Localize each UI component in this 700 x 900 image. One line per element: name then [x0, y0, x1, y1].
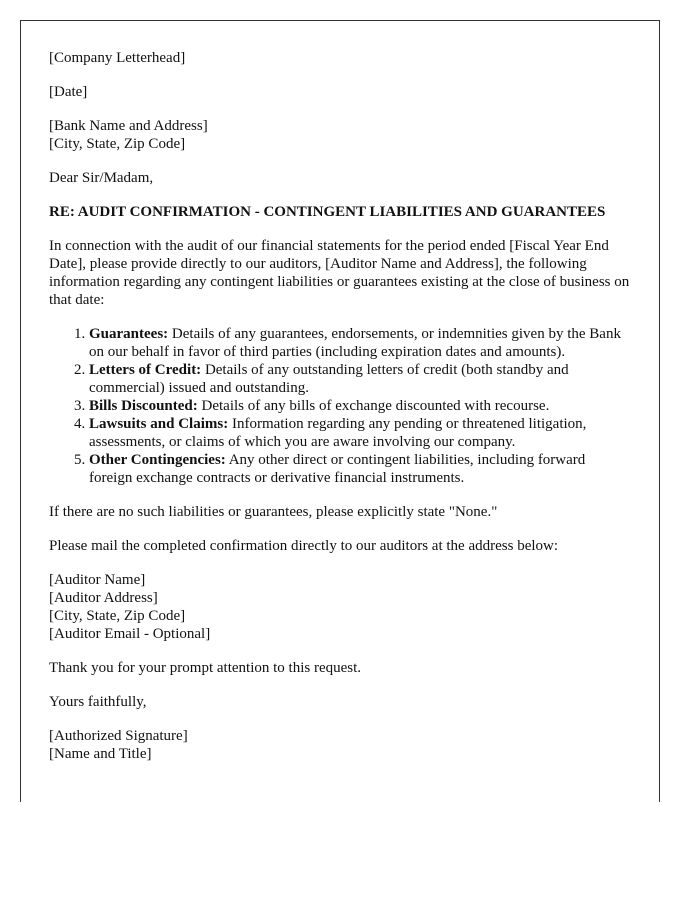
- list-item: [89, 451, 631, 487]
- item-text: Details of any outstanding letters of credit (both standby and commercial) issued and outstanding.: [89, 362, 569, 396]
- auditor-email: [Auditor Email - Optional]: [49, 626, 211, 642]
- date: [Date]: [49, 84, 88, 100]
- list-item: [89, 397, 631, 415]
- signature: [Authorized Signature]: [49, 728, 188, 744]
- subject-line: RE: AUDIT CONFIRMATION - CONTINGENT LIABILITIES AND GUARANTEES: [49, 204, 606, 220]
- auditor-city: [City, State, Zip Code]: [49, 608, 186, 624]
- auditor-addr: [Auditor Address]: [49, 590, 158, 606]
- mail-note: Please mail the completed confirmation directly to our auditors at the address below:: [49, 538, 559, 554]
- list-item: [89, 415, 631, 451]
- item-term: Letters of Credit:: [89, 362, 202, 378]
- letterhead: [Company Letterhead]: [49, 50, 186, 66]
- bank-address: [49, 117, 631, 153]
- item-term: Other Contingencies:: [89, 452, 226, 468]
- letter-page: [20, 20, 660, 802]
- auditor-address: [49, 571, 631, 643]
- none-note: If there are no such liabilities or guarantees, please explicitly state "None.": [49, 504, 498, 520]
- salutation: Dear Sir/Madam,: [49, 170, 154, 186]
- signature-block: [49, 727, 631, 763]
- item-text: Information regarding any pending or threatened litigation, assessments, or claims of which you are aware involving our company.: [89, 416, 587, 450]
- item-term: Bills Discounted:: [89, 398, 198, 414]
- item-term: Guarantees:: [89, 326, 169, 342]
- bank-city: [City, State, Zip Code]: [49, 136, 186, 152]
- thanks: Thank you for your prompt attention to this request.: [49, 660, 362, 676]
- item-text: Details of any bills of exchange discounted with recourse.: [197, 398, 550, 414]
- item-text: Details of any guarantees, endorsements, or indemnities given by the Bank on our behalf in favor of third parties (including expiration dates and amounts).: [89, 326, 621, 360]
- list-item: [89, 361, 631, 397]
- closing: Yours faithfully,: [49, 694, 147, 710]
- list-item: [89, 325, 631, 361]
- item-term: Lawsuits and Claims:: [89, 416, 229, 432]
- intro-paragraph: In connection with the audit of our financial statements for the period ended [Fiscal Year End Date], please provide directly to our auditors, [Auditor Name and Address], the following information regarding any contingent liabilities or guarantees existing at the close of business on that date:: [49, 238, 630, 308]
- item-text: Any other direct or contingent liabilities, including forward foreign exchange contracts or derivative financial instruments.: [89, 452, 586, 486]
- request-list: [49, 325, 631, 487]
- bank-name: [Bank Name and Address]: [49, 118, 208, 134]
- name-title: [Name and Title]: [49, 746, 152, 762]
- auditor-name: [Auditor Name]: [49, 572, 146, 588]
